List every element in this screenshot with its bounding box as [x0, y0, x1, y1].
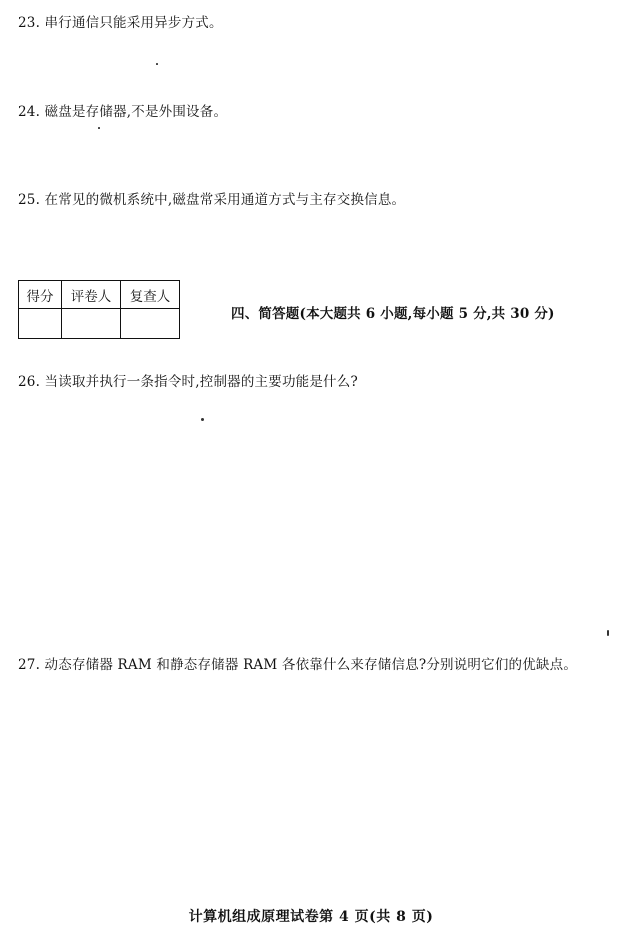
question-26: 26. 当读取并执行一条指令时,控制器的主要功能是什么? — [18, 374, 358, 390]
reviewer-header: 复查人 — [121, 281, 180, 309]
scan-speck — [607, 630, 609, 636]
score-cell[interactable] — [19, 309, 62, 339]
score-table-entry-row — [19, 309, 180, 339]
scan-speck — [201, 418, 204, 421]
question-24: 24. 磁盘是存储器,不是外围设备。 — [18, 104, 228, 120]
question-23: 23. 串行通信只能采用异步方式。 — [18, 15, 223, 31]
grader-cell[interactable] — [62, 309, 121, 339]
section-title: 四、简答题(本大题共 6 小题,每小题 5 分,共 30 分) — [231, 306, 555, 322]
score-table-header-row — [19, 281, 180, 309]
page-footer: 计算机组成原理试卷第 4 页(共 8 页) — [188, 909, 434, 925]
score-header: 得分 — [19, 281, 62, 309]
question-27: 27. 动态存储器 RAM 和静态存储器 RAM 各依靠什么来存储信息?分别说明它们的优缺点。 — [18, 657, 578, 673]
grader-header: 评卷人 — [62, 281, 121, 309]
reviewer-cell[interactable] — [121, 309, 180, 339]
scan-speck — [156, 63, 158, 65]
question-25: 25. 在常见的微机系统中,磁盘常采用通道方式与主存交换信息。 — [18, 192, 406, 208]
scan-speck — [98, 127, 100, 129]
score-table — [18, 280, 180, 339]
